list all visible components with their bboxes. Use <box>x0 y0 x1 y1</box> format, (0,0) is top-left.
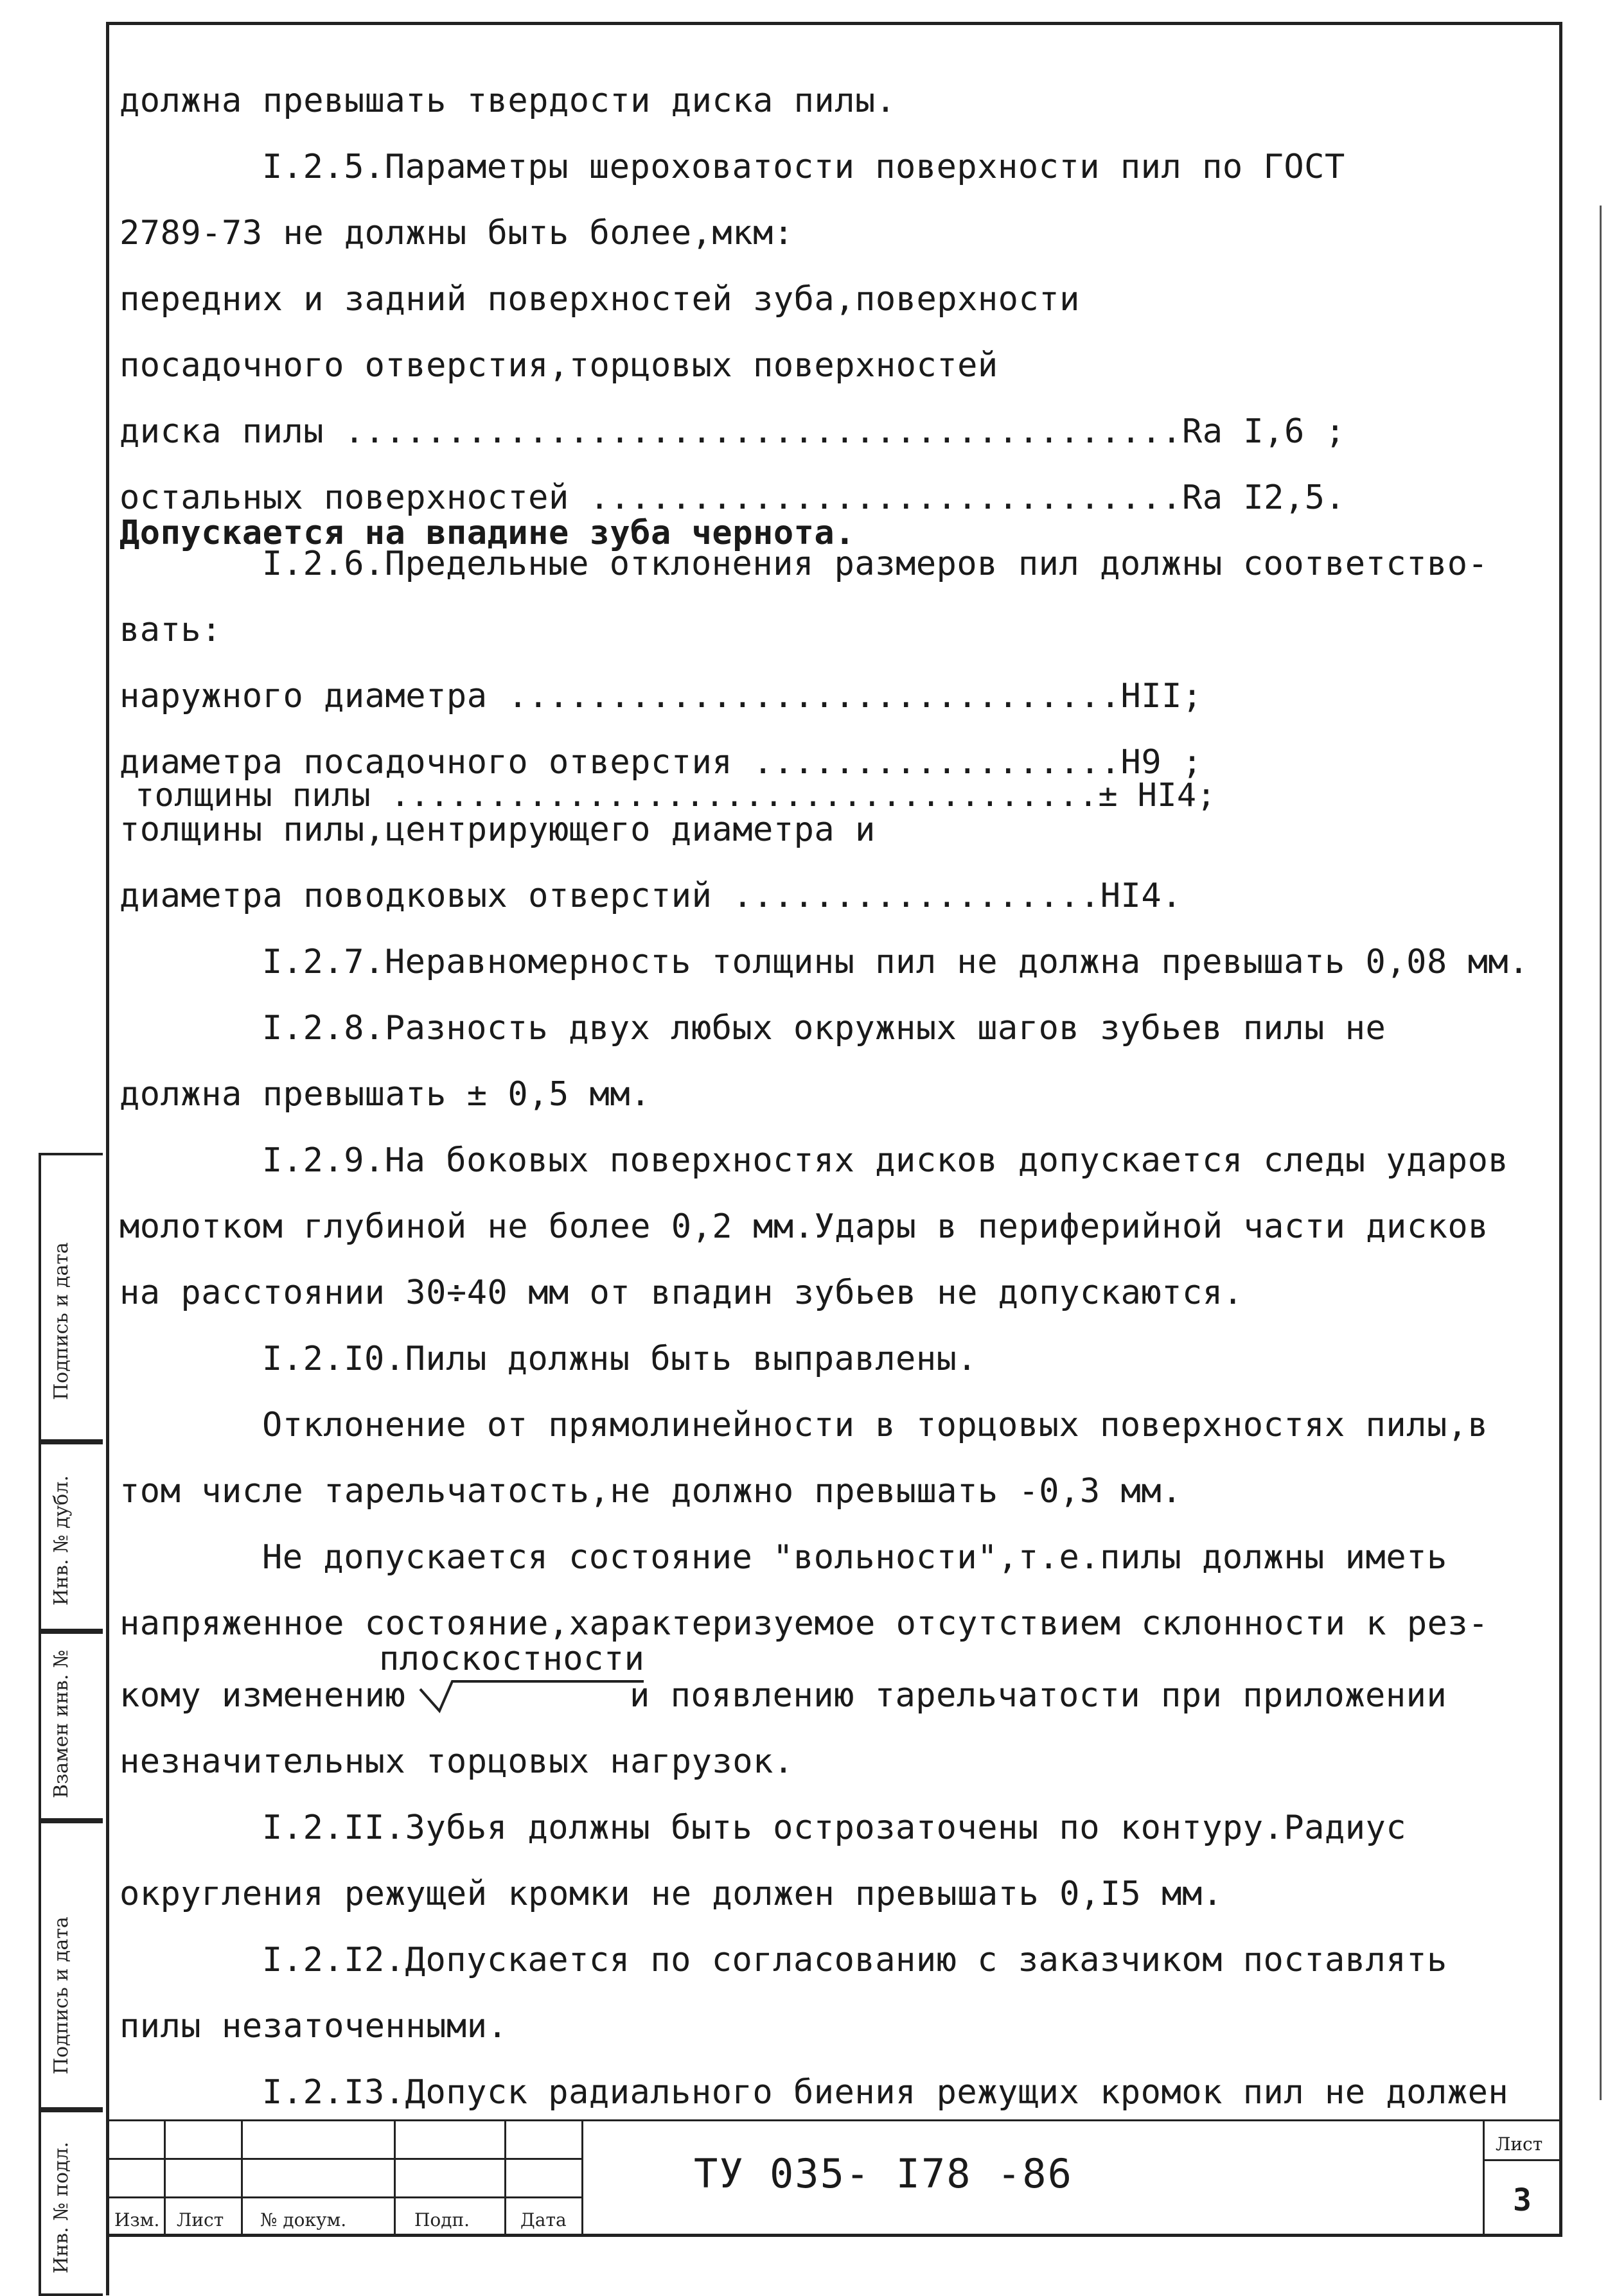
inserted-line: толщины пилы ....................................± HI4; <box>135 776 1217 814</box>
text-line: вать: <box>119 611 222 649</box>
text-line: должна превышать твердости диска пилы. <box>119 82 896 120</box>
section-heading-1-2-9: I.2.9.На боковых поверхностях дисков допускается следы ударов <box>262 1141 1509 1180</box>
text-line: Не допускается состояние "вольности",т.е.пилы должны иметь <box>262 1538 1447 1577</box>
column-sheet: Лист <box>177 2209 224 2230</box>
scan-edge-line <box>1600 206 1602 2100</box>
margin-label-original-inv: Инв. № подл. <box>50 2141 73 2274</box>
text-line: округления режущей кромки не должен превышать 0,I5 мм. <box>119 1875 1223 1913</box>
text-line: посадочного отверстия,торцовых поверхностей <box>119 346 998 385</box>
section-heading-1-2-10: I.2.I0.Пилы должны быть выправлены. <box>262 1340 978 1378</box>
text-line: диаметра посадочного отверстия ..................H9 ; <box>119 743 1203 782</box>
text-line: наружного диаметра ..............................HII; <box>119 677 1203 715</box>
column-signature: Подп. <box>414 2209 470 2230</box>
inserted-note: Допускается на впадине зуба чернота. <box>119 514 856 552</box>
inserted-word: плоскостности <box>379 1640 645 1678</box>
text-line: на расстоянии 30÷40 мм от впадин зубьев не допускаются. <box>119 1274 1244 1312</box>
text-line: пилы незаточенными. <box>119 2007 508 2046</box>
insertion-mark-icon <box>418 1678 649 1716</box>
section-heading-1-2-12: I.2.I2.Допускается по согласованию с заказчиком поставлять <box>262 1941 1447 1979</box>
column-document-number: № докум. <box>260 2209 347 2230</box>
text-line: том числе тарельчатость,не должно превышать -0,3 мм. <box>119 1472 1182 1511</box>
text-line: 2789-73 не должны быть более,мкм: <box>119 214 794 252</box>
sheet-number: 3 <box>1513 2182 1532 2218</box>
document-code: ТУ 035- I78 -86 <box>694 2150 1073 2197</box>
page-frame-bottom <box>106 2234 1562 2237</box>
page-frame-top <box>106 22 1562 25</box>
text-line: Отклонение от прямолинейности в торцовых поверхностях пилы,в <box>262 1406 1489 1444</box>
section-heading-1-2-6: I.2.6.Предельные отклонения размеров пил должны соответство- <box>262 545 1489 583</box>
margin-label-signature-date: Подпись и дата <box>50 1242 73 1400</box>
section-heading-1-2-8: I.2.8.Разность двух любых окружных шагов зубьев пилы не <box>262 1009 1386 1047</box>
text-line: передних и задний поверхностей зуба,поверхности <box>119 280 1080 319</box>
section-heading-1-2-7: I.2.7.Неравномерность толщины пил не должна превышать 0,08 мм. <box>262 943 1530 981</box>
margin-label-duplicate-inv: Инв. № дубл. <box>50 1475 73 1606</box>
column-change: Изм. <box>114 2209 160 2230</box>
section-heading-1-2-11: I.2.II.Зубья должны быть острозаточены по контуру.Радиус <box>262 1809 1407 1847</box>
section-heading-1-2-5: I.2.5.Параметры шероховатости поверхности пил по ГОСТ <box>262 148 1345 186</box>
text-line: остальных поверхностей .............................Ra I2,5. <box>119 478 1346 517</box>
text-line: молотком глубиной не более 0,2 мм.Удары в периферийной части дисков <box>119 1207 1489 1246</box>
sheet-label: Лист <box>1496 2134 1543 2155</box>
text-line: незначительных торцовых нагрузок. <box>119 1742 794 1781</box>
text-line-part: кому изменению <box>119 1676 406 1715</box>
text-line: диаметра поводковых отверстий ..................HI4. <box>119 877 1182 915</box>
section-heading-1-2-13: I.2.I3.Допуск радиального биения режущих кромок пил не должен <box>262 2073 1509 2112</box>
text-line: толщины пилы,центрирующего диаметра и <box>119 811 876 849</box>
text-line: диска пилы .........................................Ra I,6 ; <box>119 412 1346 451</box>
title-block <box>109 2119 1562 2234</box>
text-line-part: и появлению тарельчатости при приложении <box>630 1676 1447 1715</box>
page-frame-left <box>106 22 109 2295</box>
text-line: должна превышать ± 0,5 мм. <box>119 1075 651 1114</box>
column-date: Дата <box>520 2209 567 2230</box>
text-line: напряженное состояние,характеризуемое отсутствием склонности к рез- <box>119 1604 1489 1643</box>
page-frame-right <box>1559 22 1562 2236</box>
margin-label-replacement-inv: Взамен инв. № <box>50 1649 73 1798</box>
margin-label-signature-date-2: Подпись и дата <box>50 1916 73 2074</box>
